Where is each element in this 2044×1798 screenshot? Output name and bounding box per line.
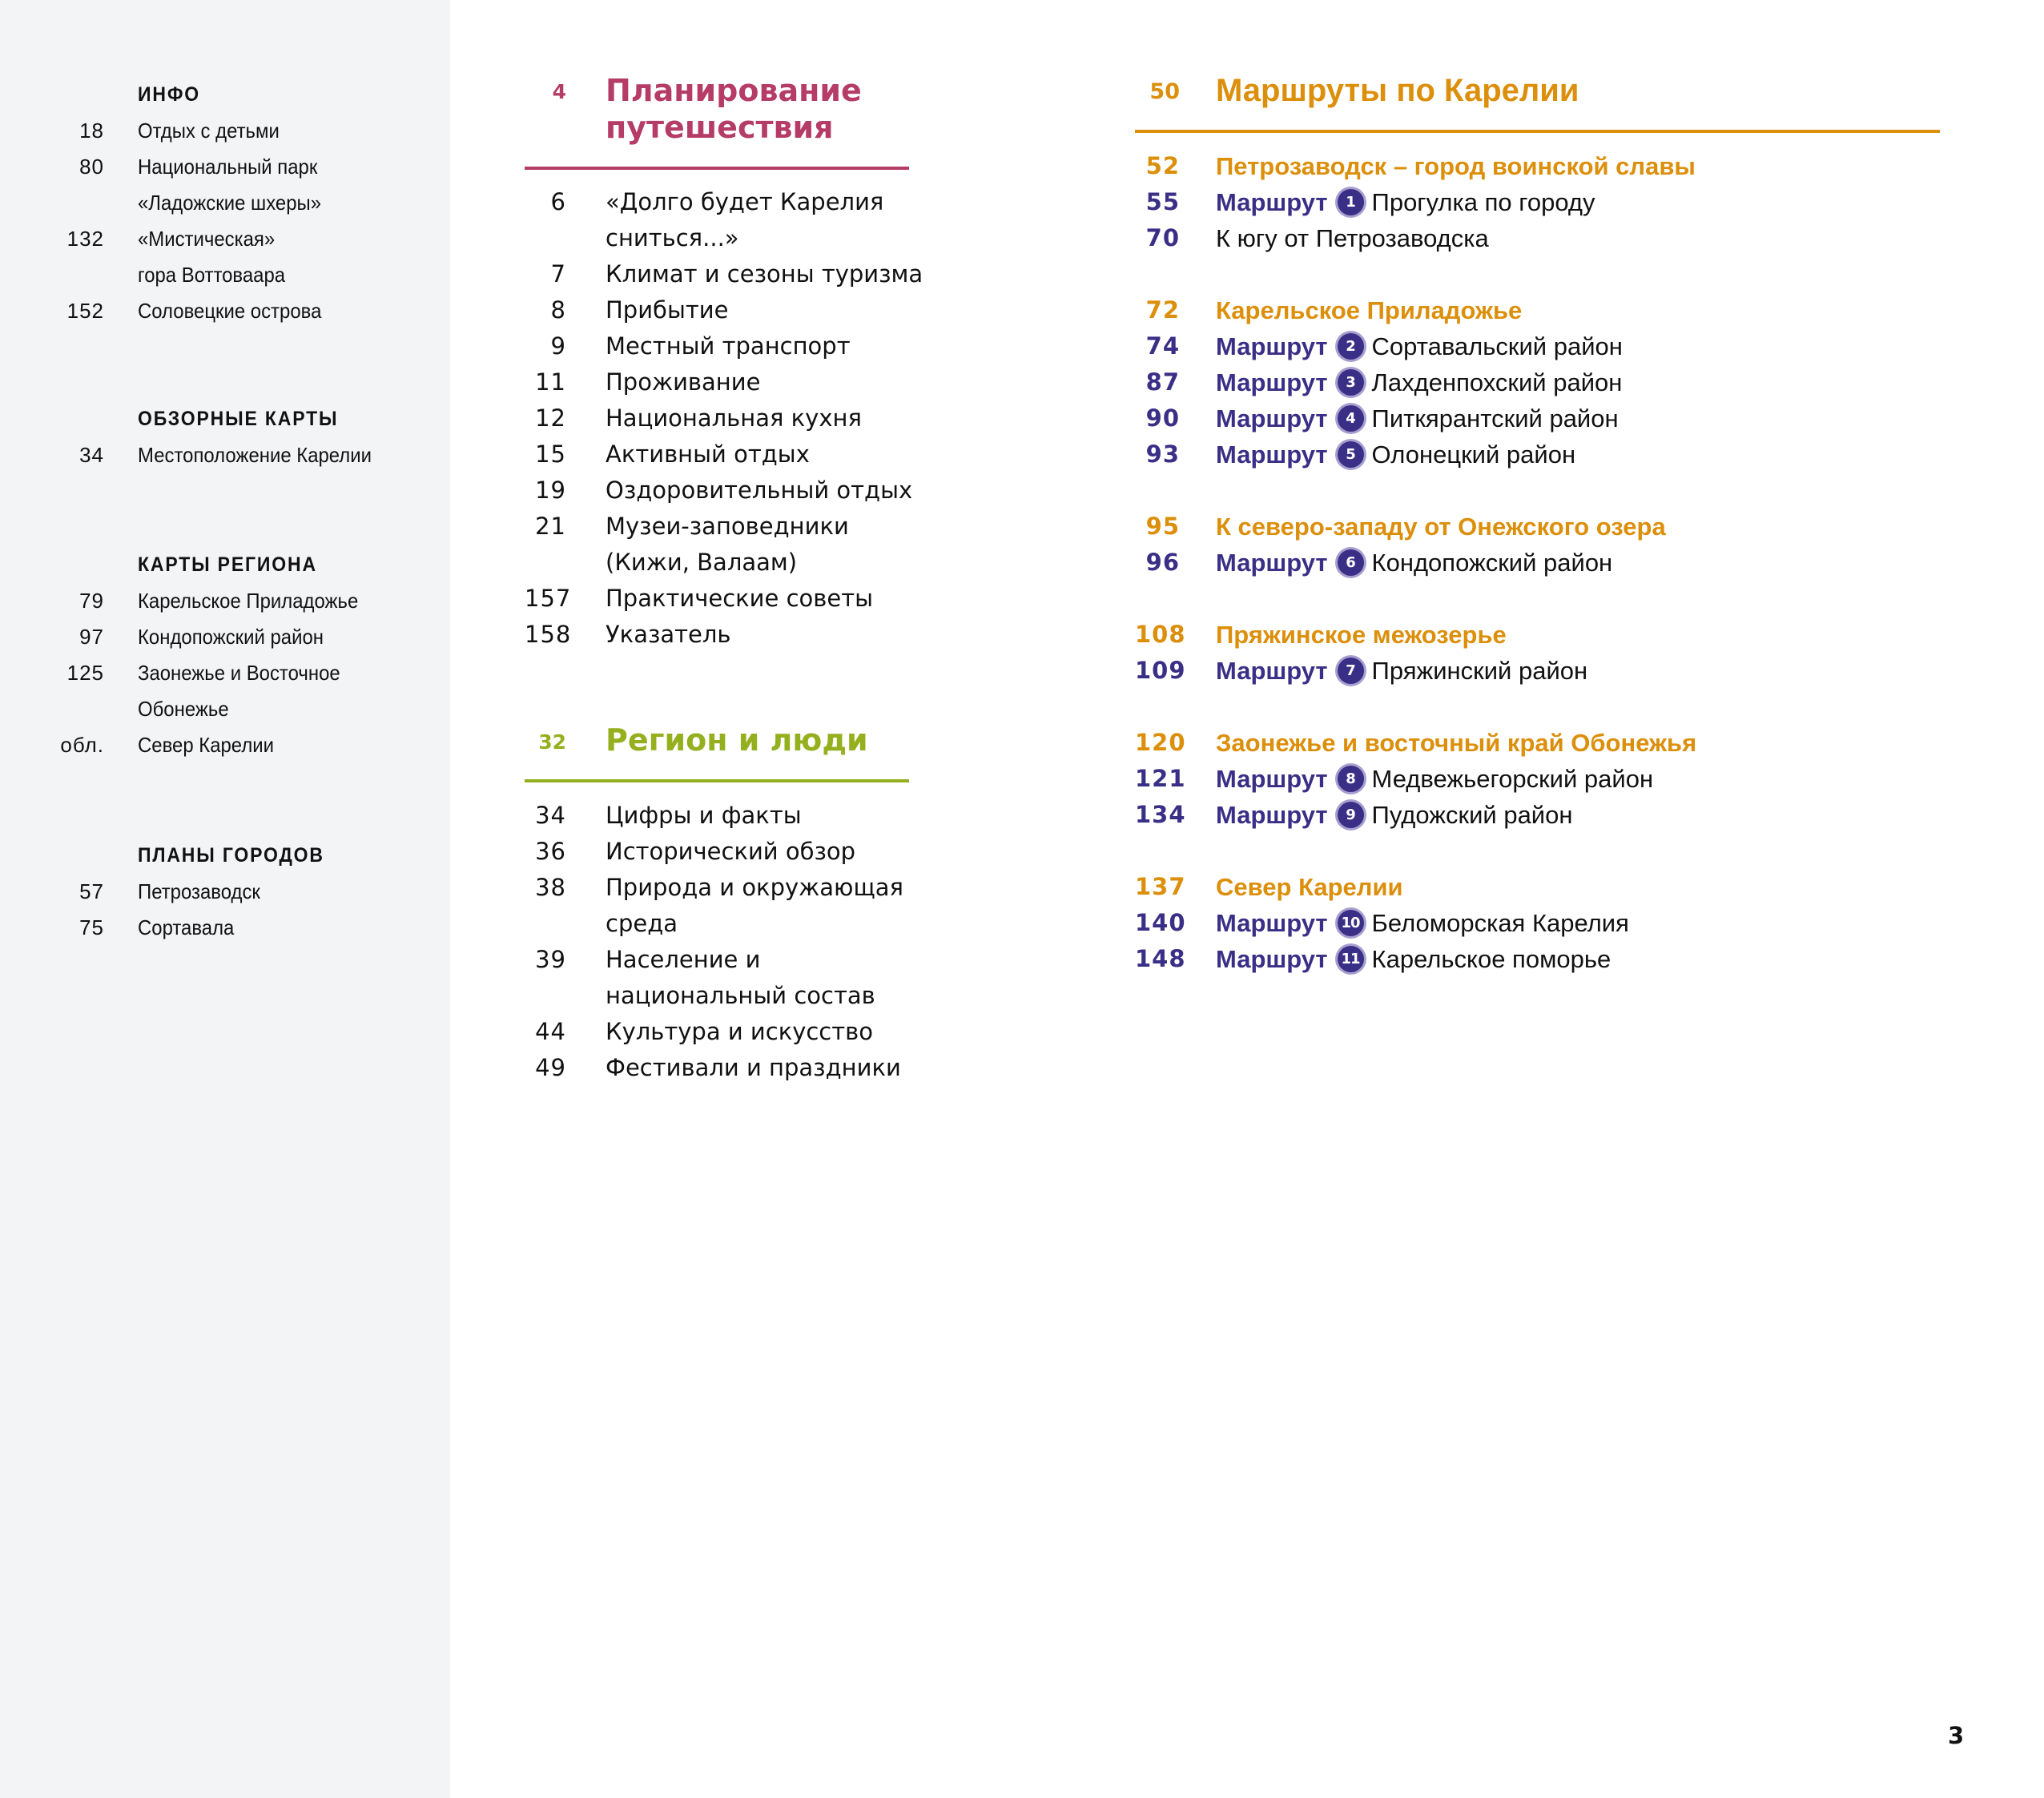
route-entry-label: Питкярантский район bbox=[1371, 404, 1619, 432]
route-entry-label: Лахденпохский район bbox=[1371, 368, 1623, 396]
route-word: Маршрут bbox=[1216, 765, 1328, 793]
sidebar-item-page: 34 bbox=[79, 443, 104, 467]
sidebar-item-page: 75 bbox=[79, 915, 104, 939]
route-section[interactable] bbox=[1135, 292, 1940, 328]
toc-entry-label: сниться...» bbox=[606, 224, 739, 251]
toc-entry-page: 44 bbox=[535, 1018, 566, 1045]
route-entry[interactable] bbox=[1135, 545, 1940, 581]
sidebar-item-label: Отдых с детьми bbox=[138, 119, 280, 143]
sidebar-item[interactable] bbox=[0, 874, 450, 910]
route-entry-body bbox=[1216, 941, 1611, 977]
route-entry-label: Кондопожский район bbox=[1371, 549, 1613, 577]
sidebar-item-label: Заонежье и Восточное bbox=[138, 661, 340, 685]
route-section-page: 108 bbox=[1135, 621, 1186, 648]
sidebar-item-label: Местоположение Карелии bbox=[138, 443, 372, 467]
spacer bbox=[1135, 581, 1940, 617]
toc-entry[interactable] bbox=[525, 1014, 909, 1050]
sidebar-item-page: 152 bbox=[66, 299, 104, 323]
route-entry-page: 87 bbox=[1145, 368, 1180, 396]
chapter-items bbox=[525, 798, 909, 1086]
sidebar-item-page: 80 bbox=[79, 155, 104, 179]
route-word: Маршрут bbox=[1216, 404, 1328, 432]
route-word: Маршрут bbox=[1216, 657, 1328, 685]
chapter-divider bbox=[1135, 130, 1940, 133]
route-entry-body bbox=[1216, 328, 1623, 364]
route-section[interactable] bbox=[1135, 509, 1940, 545]
route-entry-body bbox=[1216, 905, 1629, 941]
toc-entry-page: 49 bbox=[535, 1054, 566, 1081]
toc-entry[interactable] bbox=[525, 978, 909, 1014]
route-entry-label: Беломорская Карелия bbox=[1371, 909, 1629, 937]
toc-entry-page: 21 bbox=[535, 513, 566, 540]
sidebar-item-label: Соловецкие острова bbox=[138, 299, 322, 323]
route-entry[interactable] bbox=[1135, 436, 1940, 473]
route-entry-body bbox=[1216, 797, 1572, 833]
toc-entry-label: Местный транспорт bbox=[606, 332, 851, 360]
toc-entry[interactable] bbox=[525, 1050, 909, 1086]
route-section-body bbox=[1216, 292, 1522, 328]
route-entry[interactable] bbox=[1135, 328, 1940, 364]
sidebar-item-label: Петрозаводск bbox=[138, 879, 260, 903]
route-section-title: Пряжинское межозерье bbox=[1216, 621, 1507, 649]
route-section-title: Карельское Приладожье bbox=[1216, 296, 1523, 324]
route-section-page: 72 bbox=[1145, 296, 1180, 324]
sidebar-section-title: КАРТЫ РЕГИОНА bbox=[138, 553, 317, 576]
route-entry-page: 140 bbox=[1135, 909, 1186, 936]
chapter-title[interactable]: Регион и люди bbox=[606, 722, 868, 758]
sidebar bbox=[0, 0, 450, 1798]
toc-entry-page: 39 bbox=[535, 946, 566, 973]
toc-entry-page: 11 bbox=[535, 368, 566, 396]
route-entry[interactable] bbox=[1135, 905, 1940, 941]
toc-entry-page: 34 bbox=[535, 802, 566, 829]
sidebar-item-page: обл. bbox=[60, 733, 104, 757]
toc-entry[interactable] bbox=[525, 364, 909, 400]
sidebar-item-label: Кондопожский район bbox=[138, 625, 324, 649]
route-word: Маршрут bbox=[1216, 332, 1328, 360]
page-number: 3 bbox=[1948, 1722, 1965, 1749]
sidebar-item-label: «Ладожские шхеры» bbox=[138, 191, 322, 215]
route-entry-body bbox=[1216, 400, 1619, 436]
toc-entry-label: Оздоровительный отдых bbox=[606, 477, 913, 504]
sidebar-item[interactable] bbox=[0, 437, 450, 473]
route-entry-label: Пудожский район bbox=[1371, 801, 1573, 829]
toc-entry[interactable] bbox=[525, 942, 909, 978]
spacer bbox=[1135, 473, 1940, 509]
route-entry[interactable] bbox=[1135, 220, 1940, 256]
route-word: Маршрут bbox=[1216, 909, 1328, 937]
route-entry-label: Медвежьегорский район bbox=[1371, 765, 1654, 793]
spacer bbox=[1135, 833, 1940, 869]
route-number-badge-icon: 1 bbox=[1338, 189, 1364, 215]
route-entry-body bbox=[1216, 545, 1612, 581]
sidebar-section-title: ИНФО bbox=[138, 83, 201, 106]
toc-entry-label: Указатель bbox=[606, 621, 731, 648]
toc-entry-label: Фестивали и праздники bbox=[606, 1054, 901, 1081]
sidebar-item[interactable] bbox=[0, 257, 450, 293]
chapter-page-number[interactable]: 32 bbox=[538, 730, 566, 754]
sidebar-item-page: 132 bbox=[66, 227, 104, 251]
route-entry-body bbox=[1216, 220, 1489, 256]
route-section-body bbox=[1216, 869, 1403, 905]
route-entry-page: 121 bbox=[1135, 765, 1186, 792]
toc-entry-page: 7 bbox=[550, 260, 566, 288]
toc-entry[interactable] bbox=[525, 292, 909, 328]
toc-entry-label: Практические советы bbox=[606, 585, 873, 612]
route-entry-label: Олонецкий район bbox=[1371, 440, 1576, 469]
sidebar-item[interactable] bbox=[0, 727, 450, 763]
route-entry[interactable] bbox=[1135, 400, 1940, 436]
route-section-body bbox=[1216, 617, 1507, 653]
route-word: Маршрут bbox=[1216, 188, 1328, 216]
route-entry[interactable] bbox=[1135, 761, 1940, 797]
route-entry-label: Карельское поморье bbox=[1371, 945, 1611, 973]
route-word: Маршрут bbox=[1216, 801, 1328, 829]
toc-entry-label: «Долго будет Карелия bbox=[606, 188, 884, 215]
route-section-page: 95 bbox=[1145, 513, 1180, 540]
route-entry-label: Прогулка по городу bbox=[1371, 188, 1595, 216]
toc-entry-label: Национальная кухня bbox=[606, 404, 862, 432]
toc-entry-label: Цифры и факты bbox=[606, 802, 802, 829]
toc-entry[interactable] bbox=[525, 870, 909, 906]
sidebar-section-title: ПЛАНЫ ГОРОДОВ bbox=[138, 844, 324, 867]
sidebar-item[interactable] bbox=[0, 910, 450, 946]
toc-entry[interactable] bbox=[525, 328, 909, 364]
chapter-divider bbox=[525, 779, 909, 782]
toc-entry-page: 19 bbox=[535, 477, 566, 504]
route-section-title: К северо-западу от Онежского озера bbox=[1216, 513, 1666, 541]
route-entry-body bbox=[1216, 364, 1622, 400]
route-entry[interactable] bbox=[1135, 364, 1940, 400]
chapter-title[interactable] bbox=[606, 72, 862, 146]
route-entry-page: 90 bbox=[1145, 404, 1180, 432]
sidebar-section-title: ОБЗОРНЫЕ КАРТЫ bbox=[138, 408, 339, 430]
route-entry-label: Пряжинский район bbox=[1371, 657, 1588, 685]
toc-entry[interactable] bbox=[525, 617, 909, 653]
sidebar-item[interactable] bbox=[0, 149, 450, 185]
toc-entry-label: Музеи-заповедники bbox=[606, 513, 849, 540]
route-section-title: Заонежье и восточный край Обонежья bbox=[1216, 729, 1697, 757]
route-number-badge-icon: 7 bbox=[1338, 658, 1364, 684]
route-number-badge-icon: 11 bbox=[1338, 946, 1364, 972]
toc-entry-page: 12 bbox=[535, 404, 566, 432]
toc-entry-page: 15 bbox=[535, 440, 566, 468]
route-entry[interactable] bbox=[1135, 653, 1940, 689]
route-entry-page: 109 bbox=[1135, 657, 1186, 684]
route-section-page: 137 bbox=[1135, 873, 1186, 900]
route-entry-body bbox=[1216, 184, 1595, 220]
toc-entry-label: Активный отдых bbox=[606, 440, 810, 468]
sidebar-item-label: гора Воттоваара bbox=[138, 263, 286, 287]
toc-entry-label: Исторический обзор bbox=[606, 838, 856, 865]
route-number-badge-icon: 8 bbox=[1338, 766, 1364, 792]
chapter-title-line: путешествия bbox=[606, 110, 834, 145]
sidebar-item-page: 57 bbox=[79, 879, 104, 903]
route-section-body bbox=[1216, 725, 1696, 761]
toc-entry-label: (Кижи, Валаам) bbox=[606, 549, 798, 576]
route-word: Маршрут bbox=[1216, 549, 1328, 577]
toc-entry[interactable] bbox=[525, 798, 909, 834]
sidebar-item[interactable] bbox=[0, 221, 450, 257]
chapter-items bbox=[1135, 148, 1940, 977]
route-section-page: 120 bbox=[1135, 729, 1186, 756]
route-word: Маршрут bbox=[1216, 440, 1328, 469]
route-entry-page: 148 bbox=[1135, 945, 1186, 972]
toc-entry-label: Климат и сезоны туризма bbox=[606, 260, 923, 288]
route-word: Маршрут bbox=[1216, 368, 1328, 396]
route-entry-page: 134 bbox=[1135, 801, 1186, 828]
toc-entry[interactable] bbox=[525, 473, 913, 509]
toc-entry-label: Природа и окружающая bbox=[606, 874, 903, 901]
route-entry[interactable] bbox=[1135, 184, 1940, 220]
toc-entry[interactable] bbox=[525, 400, 909, 436]
sidebar-item-label: Обонежье bbox=[138, 697, 229, 721]
sidebar-item[interactable] bbox=[0, 293, 450, 329]
toc-entry[interactable] bbox=[525, 436, 909, 473]
toc-entry-label: национальный состав bbox=[606, 982, 875, 1009]
chapter-page-number[interactable]: 50 bbox=[1149, 79, 1180, 104]
sidebar-item-label: «Мистическая» bbox=[138, 227, 276, 251]
sidebar-item[interactable] bbox=[0, 113, 450, 149]
toc-entry-page: 158 bbox=[525, 621, 572, 648]
route-section-body bbox=[1216, 509, 1666, 545]
route-section-body bbox=[1216, 148, 1696, 184]
route-entry[interactable] bbox=[1135, 941, 1940, 977]
sidebar-item-label: Национальный парк bbox=[138, 155, 318, 179]
toc-entry[interactable] bbox=[525, 184, 909, 220]
route-entry[interactable] bbox=[1135, 797, 1940, 833]
toc-entry[interactable] bbox=[525, 906, 909, 942]
spacer bbox=[1135, 689, 1940, 725]
route-section-title: Петрозаводск – город воинской славы bbox=[1216, 152, 1696, 180]
toc-entry[interactable] bbox=[525, 509, 909, 545]
route-entry-body bbox=[1216, 653, 1587, 689]
toc-entry[interactable] bbox=[525, 545, 909, 581]
sidebar-item[interactable] bbox=[0, 691, 450, 727]
toc-entry-page: 36 bbox=[535, 838, 566, 865]
toc-entry[interactable] bbox=[525, 581, 909, 617]
toc-entry-page: 157 bbox=[525, 585, 572, 612]
route-entry-body bbox=[1216, 761, 1653, 797]
toc-entry-label: Культура и искусство bbox=[606, 1018, 873, 1045]
toc-entry-label: среда bbox=[606, 910, 678, 937]
chapter-page-number[interactable]: 4 bbox=[552, 80, 566, 103]
route-section[interactable] bbox=[1135, 617, 1940, 653]
toc-entry-page: 8 bbox=[550, 296, 566, 324]
spacer bbox=[1135, 256, 1940, 292]
route-entry-page: 93 bbox=[1145, 440, 1180, 468]
toc-entry-label: Прибытие bbox=[606, 296, 729, 324]
route-entry-label: Сортавальский район bbox=[1371, 332, 1623, 360]
toc-entry-page: 9 bbox=[550, 332, 566, 360]
sidebar-item-page: 18 bbox=[79, 119, 104, 143]
route-entry-label: К югу от Петрозаводска bbox=[1216, 224, 1489, 252]
toc-entry-label: Население и bbox=[606, 946, 761, 973]
toc-entry[interactable] bbox=[525, 256, 923, 292]
route-number-badge-icon: 3 bbox=[1338, 369, 1364, 396]
route-section[interactable] bbox=[1135, 869, 1940, 905]
route-section[interactable] bbox=[1135, 725, 1940, 761]
chapter-divider bbox=[525, 167, 909, 170]
toc-entry[interactable] bbox=[525, 834, 909, 870]
sidebar-item-page: 125 bbox=[66, 661, 104, 685]
chapter-title[interactable]: Маршруты по Карелии bbox=[1216, 73, 1579, 108]
toc-entry-page: 38 bbox=[535, 874, 566, 901]
route-number-badge-icon: 9 bbox=[1338, 802, 1364, 828]
sidebar-item[interactable] bbox=[0, 185, 450, 221]
route-entry-body bbox=[1216, 436, 1575, 473]
chapter-items bbox=[525, 184, 923, 653]
sidebar-item-label: Карельское Приладожье bbox=[138, 589, 359, 613]
sidebar-item-page: 79 bbox=[79, 589, 104, 613]
sidebar-item-page: 97 bbox=[79, 625, 104, 649]
toc-entry-page: 6 bbox=[550, 188, 566, 215]
route-number-badge-icon: 6 bbox=[1338, 549, 1364, 576]
route-section-title: Север Карелии bbox=[1216, 873, 1403, 901]
toc-entry[interactable] bbox=[525, 220, 909, 256]
chapter-title-line: Планирование bbox=[606, 73, 862, 108]
sidebar-item[interactable] bbox=[0, 583, 450, 619]
route-entry-page: 55 bbox=[1145, 188, 1180, 215]
route-entry-page: 96 bbox=[1145, 549, 1180, 576]
route-number-badge-icon: 4 bbox=[1338, 405, 1364, 432]
sidebar-item-label: Север Карелии bbox=[138, 733, 274, 757]
route-section[interactable] bbox=[1135, 148, 1940, 184]
route-entry-page: 70 bbox=[1145, 224, 1180, 251]
toc-entry-label: Проживание bbox=[606, 368, 761, 396]
sidebar-item-label: Сортавала bbox=[138, 915, 235, 939]
sidebar-item[interactable] bbox=[0, 619, 450, 655]
route-word: Маршрут bbox=[1216, 945, 1328, 973]
route-number-badge-icon: 2 bbox=[1338, 333, 1364, 360]
sidebar-item[interactable] bbox=[0, 655, 450, 691]
route-section-page: 52 bbox=[1145, 152, 1180, 179]
route-entry-page: 74 bbox=[1145, 332, 1180, 360]
route-number-badge-icon: 5 bbox=[1338, 441, 1364, 468]
route-number-badge-icon: 10 bbox=[1338, 910, 1364, 936]
